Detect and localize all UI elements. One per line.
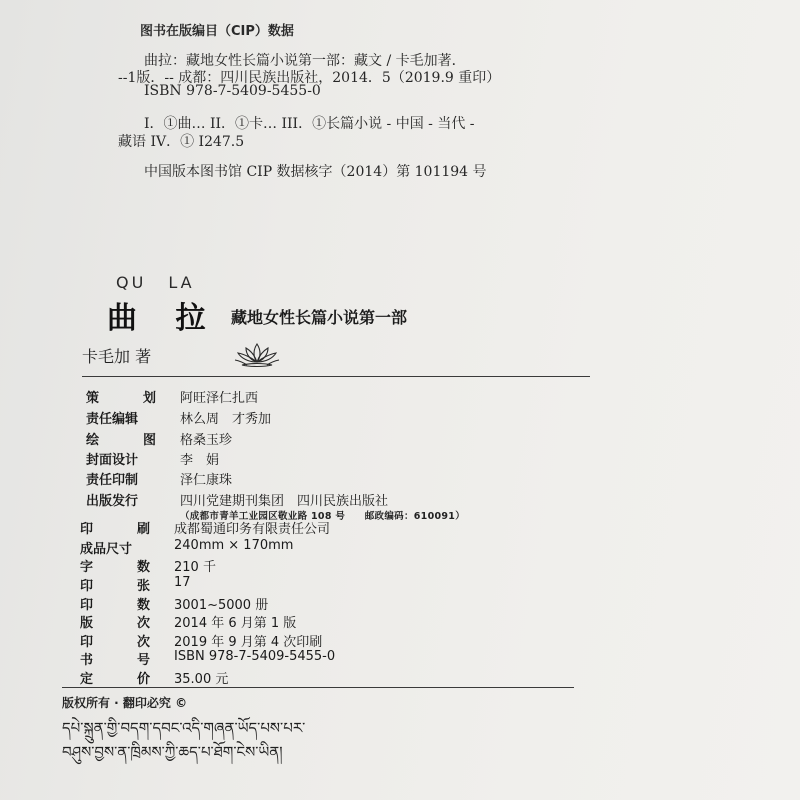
info-value: 李 娟 xyxy=(180,453,220,468)
top-divider xyxy=(82,376,590,377)
book-author: 卡毛加 著 xyxy=(82,347,152,366)
book-subtitle: 藏地女性长篇小说第一部 xyxy=(231,308,408,327)
cip-line-record-number: 中国版本图书馆 CIP 数据核字（2014）第 101194 号 xyxy=(144,164,487,180)
cip-line-classification-cont: 藏语 IV．① I247.5 xyxy=(118,134,245,150)
cip-heading: 图书在版编目（CIP）数据 xyxy=(140,24,294,39)
info-value: 泽仁康珠 xyxy=(180,473,233,488)
info-label: 定 价 xyxy=(80,672,150,687)
info-value: 17 xyxy=(174,575,191,590)
info-value: 林么周 才秀加 xyxy=(180,412,272,427)
info-label: 印 张 xyxy=(80,579,150,594)
copyright-notice: 版权所有 · 翻印必究 © xyxy=(62,696,188,710)
info-value: 35.00 元 xyxy=(174,672,229,687)
info-label: 绘 图 xyxy=(86,433,156,448)
info-value: ISBN 978-7-5409-5455-0 xyxy=(174,649,336,664)
cip-line-title: 曲拉：藏地女性长篇小说第一部：藏文 / 卡毛加著． xyxy=(144,53,466,69)
pinyin-word: LA xyxy=(168,273,195,292)
info-label: 印 刷 xyxy=(80,522,150,537)
tibetan-copyright-line-1: དཔེ་སྐྲུན་གྱི་བདག་དབང་འདི་གཞན་ཡོད་པས་པར་ xyxy=(62,719,306,737)
info-label: 出版发行 xyxy=(86,494,139,509)
info-value: 阿旺泽仁扎西 xyxy=(180,391,259,406)
info-value: 240mm × 170mm xyxy=(174,538,294,553)
info-label: 印 次 xyxy=(80,635,150,650)
cip-line-classification: I．①曲… II．①卡… III．①长篇小说 - 中国 - 当代 - xyxy=(144,116,475,132)
book-title-pinyin xyxy=(116,273,195,292)
info-label: 责任编辑 xyxy=(86,412,139,427)
info-label: 印 数 xyxy=(80,598,150,613)
publisher-address: （成都市青羊工业园区敬业路 108 号 邮政编码：610091） xyxy=(180,511,466,522)
info-value: 3001~5000 册 xyxy=(174,598,269,613)
pinyin-word: QU xyxy=(116,273,147,292)
info-value: 2019 年 9 月第 4 次印刷 xyxy=(174,635,323,650)
info-value: 成都蜀通印务有限责任公司 xyxy=(174,522,331,537)
info-value: 210 千 xyxy=(174,560,216,575)
cip-line-isbn: ISBN 978-7-5409-5455-0 xyxy=(144,83,321,99)
book-title: 曲 拉 xyxy=(107,301,220,336)
info-label: 封面设计 xyxy=(86,453,139,468)
tibetan-copyright-line-2: བཤུས་བྱས་ན་ཁྲིམས་ཀྱི་ཆད་པ་ཐོག་ངེས་ཡིན། xyxy=(62,743,283,761)
info-label: 版 次 xyxy=(80,616,150,631)
info-label: 策 划 xyxy=(86,391,156,406)
info-label: 责任印制 xyxy=(86,473,139,488)
info-value: 格桑玉珍 xyxy=(180,433,233,448)
bottom-divider xyxy=(62,687,574,688)
info-value: 2014 年 6 月第 1 版 xyxy=(174,616,297,631)
info-label: 成品尺寸 xyxy=(80,542,133,557)
info-label: 书 号 xyxy=(80,653,150,668)
lotus-logo-icon xyxy=(232,340,282,370)
info-label: 字 数 xyxy=(80,560,150,575)
cip-line-edition: --1版．-- 成都：四川民族出版社，2014．5（2019.9 重印） xyxy=(118,70,501,86)
info-value: 四川党建期刊集团 四川民族出版社 xyxy=(180,494,389,509)
